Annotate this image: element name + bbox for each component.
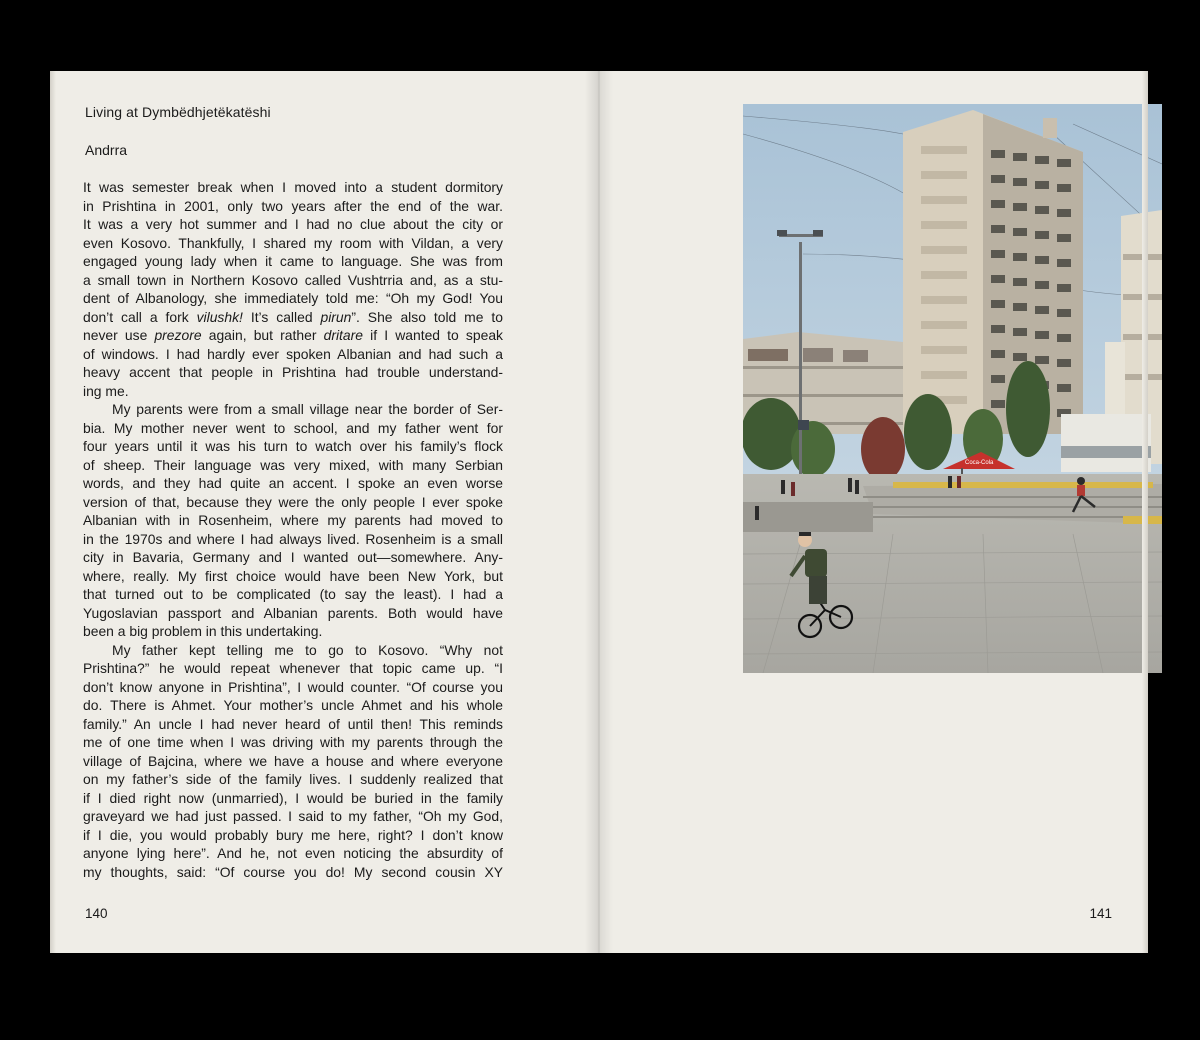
line-segment: words, and they had quite an accent. I spoke an even worse: [83, 475, 503, 491]
line-segment: My parents were from a small village near the border of Ser-: [112, 401, 503, 417]
body-line: [83, 678, 503, 697]
body-line: [83, 326, 503, 345]
window: [991, 350, 1005, 358]
window: [991, 200, 1005, 208]
line-segment: graveyard we had just passed. I said to my father, “Oh my God,: [83, 808, 503, 824]
body-line: [83, 493, 503, 512]
body-line: [83, 770, 503, 789]
window: [1013, 253, 1027, 261]
body-line: [83, 622, 503, 641]
line-segment: if I died right now (unmarried), I would be buried in the family: [83, 789, 503, 806]
book-spread: [50, 71, 1148, 953]
line-segment: version of that, because they were the only people I ever spoke: [83, 493, 503, 510]
window: [1057, 159, 1071, 167]
window: [1013, 278, 1027, 286]
balcony: [921, 221, 967, 229]
page-number-right: 141: [1089, 906, 1112, 921]
line-segment: heavy accent that people in Prishtina had trouble understand-: [83, 364, 503, 380]
body-line: [83, 271, 503, 290]
balcony: [921, 146, 967, 154]
running-head: Living at Dymbëdhjetëkatëshi: [85, 104, 271, 120]
line-segment: ”. She also told me to: [351, 308, 503, 325]
line-segment: again, but rather: [201, 327, 324, 343]
body-line: [83, 437, 503, 456]
window: [1013, 178, 1027, 186]
body-line: [83, 234, 503, 253]
window: [1013, 328, 1027, 336]
line-segment: It was a very hot summer and I had no clue about the city or: [83, 216, 503, 232]
window: [1035, 256, 1049, 264]
line-segment: even Kosovo. Thankfully, I shared my room with Vildan, a very: [83, 234, 503, 251]
photo-overlay-text: Coca-Cola: [965, 460, 994, 466]
line-segment: family.” An uncle I had never heard of until then! This reminds: [83, 715, 503, 732]
line-segment: city in Bavaria, Germany and I wanted out—somewhere. Any-: [83, 549, 503, 565]
body-line: [83, 807, 503, 826]
window: [1057, 309, 1071, 317]
body-line: [83, 363, 503, 382]
body-line: [83, 641, 503, 660]
window: [1013, 303, 1027, 311]
body-line: [83, 419, 503, 438]
body-line: [83, 585, 503, 604]
balcony: [921, 371, 967, 379]
window: [991, 275, 1005, 283]
line-segment: if I wanted to speak: [362, 327, 503, 343]
line-segment: been a big problem in this undertaking.: [83, 623, 323, 639]
street-photograph: [743, 104, 1162, 673]
window: [1035, 231, 1049, 239]
balcony: [921, 296, 967, 304]
window: [991, 400, 1005, 408]
body-line: [83, 456, 503, 475]
body-line: [83, 530, 503, 549]
balcony: [921, 196, 967, 204]
window: [1035, 356, 1049, 364]
line-segment: village of Bajcina, where we have a house and where everyone: [83, 752, 503, 769]
window: [991, 250, 1005, 258]
line-segment: that turned out to be complicated (to say the least). I had a: [83, 586, 503, 602]
line-segment: It was semester break when I moved into a student dormitory: [83, 179, 503, 195]
line-segment: never use: [83, 327, 155, 343]
window: [1057, 184, 1071, 192]
body-line: [83, 400, 503, 419]
line-segment: dent of Albanology, she immediately told me: “Oh my God! You: [83, 290, 503, 306]
italic-term: dritare: [323, 327, 363, 343]
italic-term: prezore: [154, 327, 202, 343]
line-segment: Albanian with in Rosenheim, where my parents had moved to: [83, 512, 503, 528]
window: [1035, 206, 1049, 214]
window: [1013, 153, 1027, 161]
body-line: [83, 752, 503, 771]
line-segment: engaged young lady when it came to language. She was from: [83, 253, 503, 269]
body-line: [83, 733, 503, 752]
line-segment: ing me.: [83, 382, 129, 399]
window: [1057, 234, 1071, 242]
window: [1013, 228, 1027, 236]
body-line: [83, 308, 503, 327]
line-segment: do. There is Ahmet. Your mother’s uncle Ahmet and his whole: [83, 697, 503, 713]
body-line: [83, 715, 503, 734]
body-line: [83, 696, 503, 715]
line-segment: My father kept telling me to go to Kosovo. “Why not: [112, 641, 503, 658]
body-line: [83, 178, 503, 197]
body-line: [83, 197, 503, 216]
window: [1035, 156, 1049, 164]
window: [991, 175, 1005, 183]
body-line: [83, 289, 503, 308]
body-line: [83, 382, 503, 401]
line-segment: my thoughts, said: “Of course you do! My second cousin XY: [83, 863, 503, 880]
body-line: [83, 215, 503, 234]
line-segment: in Prishtina in 2001, only two years after the end of the war.: [83, 197, 503, 214]
line-segment: me of one time when I was driving with my parents through the: [83, 734, 503, 750]
line-segment: where, really. My first choice would have been New York, but: [83, 567, 503, 584]
window: [1057, 209, 1071, 217]
italic-term: vilushk!: [196, 308, 243, 325]
window: [1057, 284, 1071, 292]
window: [991, 300, 1005, 308]
window: [1057, 259, 1071, 267]
window: [1013, 203, 1027, 211]
balcony: [921, 346, 967, 354]
line-segment: don’t call a fork: [83, 308, 197, 325]
window: [1035, 306, 1049, 314]
window: [1057, 359, 1071, 367]
line-segment: in the 1970s and where I had always lived. Rosenheim is a small: [83, 530, 503, 547]
balcony: [921, 271, 967, 279]
line-segment: Prishtina?” he would repeat whenever that topic came up. “I: [83, 660, 503, 676]
right-page: [599, 71, 1148, 953]
line-segment: a small town in Northern Kosovo called Vushtrria and, as a stu-: [83, 271, 503, 288]
window: [1035, 331, 1049, 339]
window: [991, 375, 1005, 383]
line-segment: don’t know anyone in Prishtina”, I would counter. “Of course you: [83, 678, 503, 695]
book-gutter: [585, 71, 613, 953]
window: [1057, 334, 1071, 342]
body-line: [83, 789, 503, 808]
line-segment: if I die, you would probably bury me here, right? I don’t know: [83, 826, 503, 843]
italic-term: pirun: [320, 308, 352, 325]
body-line: [83, 826, 503, 845]
balcony: [921, 246, 967, 254]
window: [991, 325, 1005, 333]
body-line: [83, 345, 503, 364]
line-segment: Yugoslavian passport and Albanian parents. Both would have: [83, 604, 503, 621]
window: [1035, 281, 1049, 289]
body-line: [83, 863, 503, 882]
window: [991, 225, 1005, 233]
line-segment: It’s called: [242, 308, 321, 325]
body-line: [83, 567, 503, 586]
body-line: [83, 511, 503, 530]
body-line: [83, 474, 503, 493]
line-segment: of windows. I had hardly ever spoken Albanian and had such a: [83, 345, 503, 362]
author-name: Andrra: [85, 142, 128, 158]
window: [991, 150, 1005, 158]
body-text: [83, 178, 503, 881]
left-page: [50, 71, 599, 953]
line-segment: on my father’s side of the family lives. I suddenly realized that: [83, 771, 503, 787]
line-segment: four years until it was his turn to watch over his family’s flock: [83, 438, 503, 454]
page-number-left: 140: [85, 906, 108, 921]
body-line: [83, 548, 503, 567]
body-line: [83, 659, 503, 678]
line-segment: of sheep. Their language was very mixed, with many Serbian: [83, 456, 503, 473]
line-segment: bia. My mother never went to school, and my father went for: [83, 419, 503, 436]
body-line: [83, 252, 503, 271]
line-segment: anyone lying here”. And he, not even noticing the absurdity of: [83, 845, 503, 861]
body-line: [83, 604, 503, 623]
body-line: [83, 844, 503, 863]
window: [1057, 384, 1071, 392]
window: [1035, 181, 1049, 189]
balcony: [921, 321, 967, 329]
window: [1013, 353, 1027, 361]
balcony: [921, 171, 967, 179]
